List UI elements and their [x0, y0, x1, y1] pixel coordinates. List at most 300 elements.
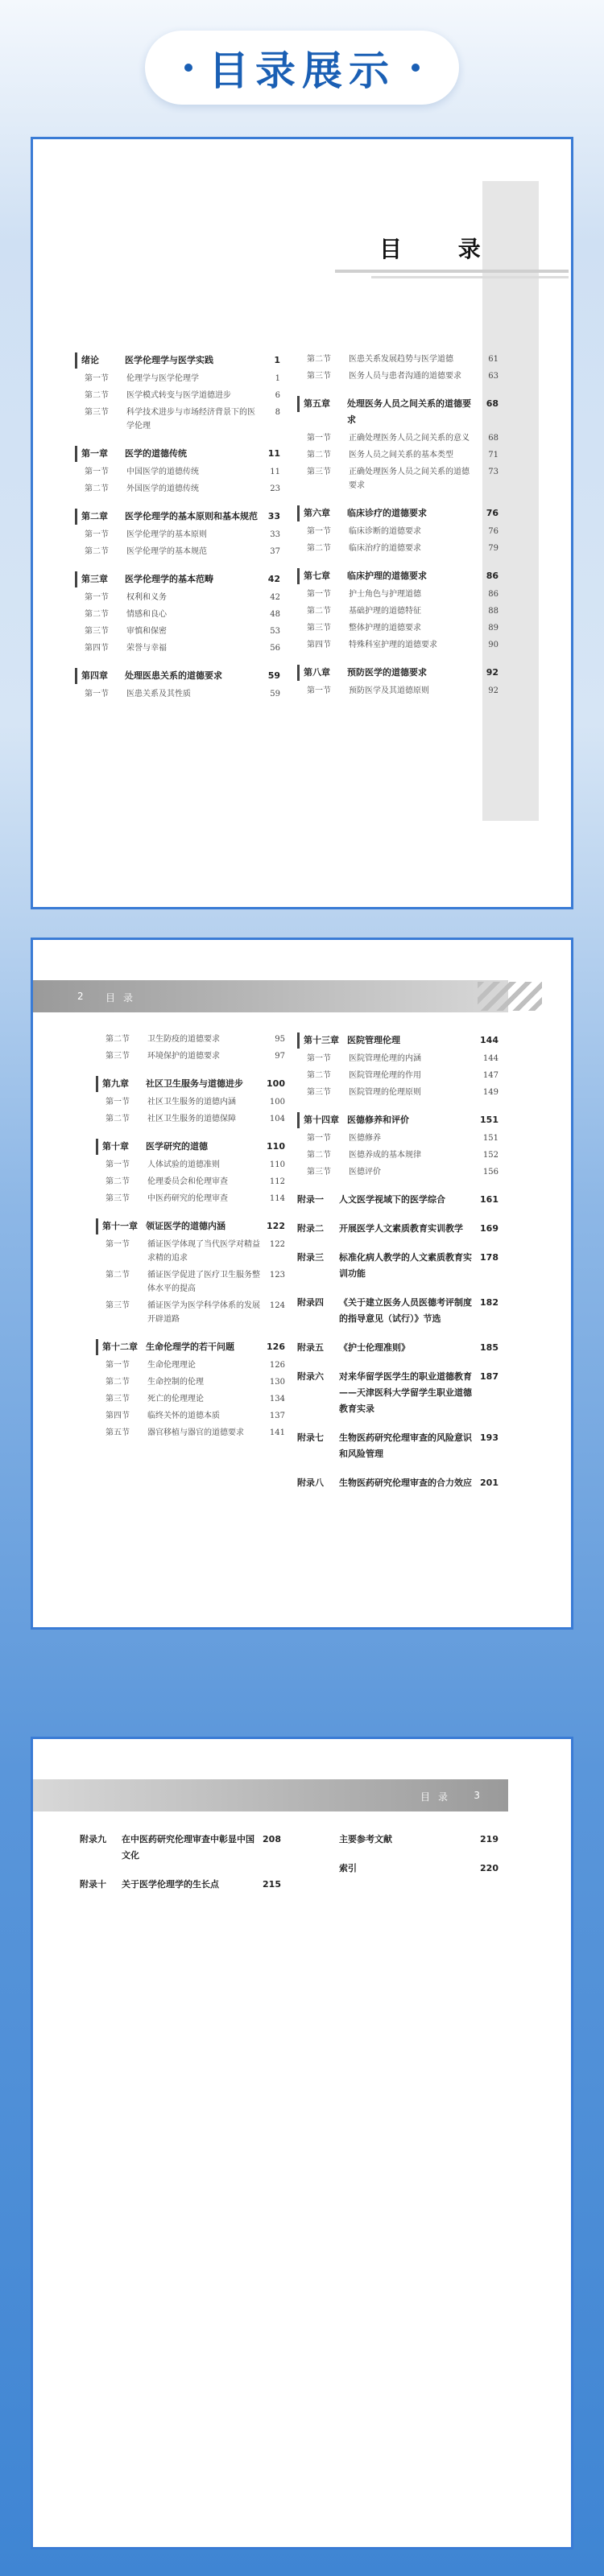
section-title: 死亡的伦理理论 [147, 1395, 204, 1403]
section-label: 第二节 [307, 355, 331, 364]
section-label: 第一节 [105, 1361, 130, 1370]
chapter-title: 医学伦理学的基本原则和基本规范 [125, 511, 258, 521]
section-row [75, 372, 280, 385]
section-page: 68 [488, 434, 499, 443]
chapter-title: 医学研究的道德 [146, 1141, 208, 1152]
section-title: 荣誉与幸福 [126, 644, 167, 653]
section-page: 79 [488, 544, 499, 553]
section-label: 第二节 [105, 1115, 130, 1123]
appendix-label [297, 1861, 339, 1877]
section-row [297, 465, 499, 493]
appendix-row [297, 1832, 499, 1848]
section-page: 112 [269, 1177, 285, 1186]
section-label: 第二节 [105, 1177, 130, 1186]
chapter-page: 122 [267, 1221, 285, 1231]
appendix-title: 索引 [339, 1863, 357, 1873]
section-title: 医患关系发展趋势与医学道德 [349, 355, 453, 364]
section-page: 88 [488, 607, 499, 616]
toc-page-3 [31, 1737, 573, 2549]
section-label: 第一节 [105, 1240, 130, 1249]
toc-column-left [96, 1032, 285, 1440]
section-page: 6 [275, 391, 280, 400]
chapter-page: 1 [274, 355, 280, 365]
appendix-label: 附录九 [80, 1834, 106, 1844]
section-title: 生命伦理理论 [147, 1361, 196, 1370]
section-label: 第一节 [105, 1160, 130, 1169]
section-label: 第二节 [105, 1035, 130, 1044]
section-row [297, 369, 499, 383]
section-title: 医务人员之间关系的基本类型 [349, 451, 453, 460]
chapter-label: 第七章 [297, 568, 347, 584]
chapter-title: 医学的道德传统 [125, 448, 187, 459]
section-label: 第一节 [85, 374, 109, 383]
section-label: 第二节 [105, 1378, 130, 1387]
appendix-title: 生物医药研究伦理审查的合力效应 [339, 1478, 472, 1488]
chapter-row [75, 446, 280, 462]
section-title: 循证医学体现了当代医学对精益求精的追求 [147, 1240, 260, 1263]
section-row [297, 525, 499, 538]
section-row [75, 482, 280, 496]
header-label: 目录 [420, 1791, 456, 1803]
section-row [75, 624, 280, 638]
appendix-label: 附录四 [297, 1297, 324, 1308]
section-page: 86 [488, 590, 499, 599]
appendix-page: 178 [480, 1252, 499, 1263]
section-row [75, 608, 280, 621]
section-label: 第一节 [85, 530, 109, 539]
chapter-title: 处理医患关系的道德要求 [125, 670, 222, 681]
chapter-label: 第五章 [297, 396, 347, 412]
section-row [96, 1299, 285, 1326]
section-label: 第三节 [105, 1395, 130, 1403]
section-page: 114 [269, 1194, 285, 1203]
section-label: 第一节 [85, 593, 109, 602]
chapter-title: 社区卫生服务与道德进步 [146, 1078, 243, 1089]
section-label: 第一节 [307, 434, 331, 443]
section-page: 1 [275, 374, 280, 383]
section-page: 137 [269, 1412, 285, 1420]
section-title: 医务人员与患者沟通的道德要求 [349, 372, 461, 381]
section-title: 医患关系及其性质 [126, 690, 191, 699]
section-title: 生命控制的伦理 [147, 1378, 204, 1387]
section-row [75, 528, 280, 542]
section-page: 53 [270, 627, 280, 636]
section-row [297, 448, 499, 462]
appendix-page: 169 [480, 1223, 499, 1234]
section-row [297, 587, 499, 601]
section-label: 第一节 [307, 1054, 331, 1063]
appendix-label [297, 1832, 339, 1848]
section-title: 临终关怀的道德本质 [147, 1412, 220, 1420]
appendix-label: 附录十 [80, 1879, 106, 1890]
chapter-page: 92 [486, 667, 499, 678]
section-title: 环境保护的道德要求 [147, 1052, 220, 1061]
section-label: 第二节 [307, 451, 331, 460]
section-row [297, 1086, 499, 1099]
section-title: 卫生防疫的道德要求 [147, 1035, 220, 1044]
appendix-page: 208 [263, 1834, 281, 1844]
toc-column-right [297, 352, 499, 698]
chapter-title: 临床护理的道德要求 [347, 571, 427, 581]
section-row [297, 621, 499, 635]
section-label: 第四节 [307, 641, 331, 649]
section-title: 循证医学为医学科学体系的发展开辟道路 [147, 1301, 260, 1324]
chapter-row [297, 665, 499, 681]
appendix-page: 220 [480, 1863, 499, 1873]
section-label: 第三节 [105, 1194, 130, 1203]
appendix-row [297, 1475, 499, 1491]
page-number: 3 [474, 1790, 480, 1801]
section-label: 第四节 [85, 644, 109, 653]
section-row [297, 1131, 499, 1145]
section-page: 149 [482, 1088, 499, 1097]
chapter-row [96, 1076, 285, 1092]
section-page: 97 [275, 1052, 285, 1061]
chapter-row [297, 1112, 499, 1128]
section-row [96, 1158, 285, 1172]
section-title: 特殊科室护理的道德要求 [349, 641, 437, 649]
section-row [75, 687, 280, 701]
appendix-row [297, 1250, 499, 1282]
chapter-row [96, 1139, 285, 1155]
section-title: 正确处理医务人员之间关系的道德要求 [349, 468, 470, 490]
section-label: 第一节 [105, 1098, 130, 1107]
section-page: 144 [482, 1054, 499, 1063]
appendix-title: 对来华留学医学生的职业道德教育——天津医科大学留学生职业道德教育实录 [339, 1371, 472, 1414]
section-title: 医德评价 [349, 1168, 381, 1177]
section-title: 临床治疗的道德要求 [349, 544, 421, 553]
section-label: 第一节 [307, 527, 331, 536]
chapter-row [297, 505, 499, 521]
section-page: 89 [488, 624, 499, 633]
section-title: 伦理委员会和伦理审查 [147, 1177, 228, 1186]
chapter-page: 42 [267, 574, 280, 584]
appendix-title: 《护士伦理准则》 [339, 1342, 410, 1353]
appendix-row [80, 1832, 281, 1864]
section-page: 11 [270, 468, 280, 476]
section-row [297, 638, 499, 652]
section-label: 第三节 [105, 1301, 130, 1310]
section-label: 第五节 [105, 1428, 130, 1437]
section-label: 第二节 [85, 547, 109, 556]
section-row [297, 1165, 499, 1179]
section-row [75, 389, 280, 402]
dot-icon [184, 64, 192, 72]
section-title: 医学模式转变与医学道德进步 [126, 391, 231, 400]
section-row [96, 1192, 285, 1206]
appendix-title: 关于医学伦理学的生长点 [122, 1879, 219, 1890]
section-row [75, 406, 280, 433]
chapter-page: 86 [486, 571, 499, 581]
section-title: 临床诊断的道德要求 [349, 527, 421, 536]
appendix-row [297, 1295, 499, 1327]
section-label: 第一节 [307, 686, 331, 695]
section-label: 第三节 [85, 408, 109, 417]
appendix-label: 附录七 [297, 1432, 324, 1443]
chapter-row [297, 1032, 499, 1049]
section-title: 权利和义务 [126, 593, 167, 602]
chapter-title: 医院管理伦理 [347, 1035, 400, 1045]
section-page: 8 [275, 408, 280, 417]
chapter-label: 第十四章 [297, 1112, 347, 1128]
section-page: 48 [270, 610, 280, 619]
header-label: 目录 [105, 992, 142, 1004]
appendix-row [80, 1877, 281, 1893]
chapter-label: 第九章 [96, 1076, 146, 1092]
chapter-page: 68 [486, 398, 499, 409]
section-page: 123 [269, 1271, 285, 1280]
section-page: 56 [270, 644, 280, 653]
section-row [297, 542, 499, 555]
appendix-page: 185 [480, 1342, 499, 1353]
toc-column-right [297, 1832, 499, 1877]
section-page: 151 [482, 1134, 499, 1143]
section-page: 156 [482, 1168, 499, 1177]
section-row [96, 1175, 285, 1189]
section-title: 人体试验的道德准则 [147, 1160, 220, 1169]
appendix-label: 附录五 [297, 1342, 324, 1353]
section-page: 152 [482, 1151, 499, 1160]
chapter-title: 临床诊疗的道德要求 [347, 508, 427, 518]
section-title: 循证医学促进了医疗卫生服务整体水平的提高 [147, 1271, 260, 1293]
section-title: 科学技术进步与市场经济背景下的医学伦理 [126, 408, 255, 431]
section-title: 社区卫生服务的道德保障 [147, 1115, 236, 1123]
section-label: 第一节 [85, 468, 109, 476]
section-title: 医德养成的基本规律 [349, 1151, 421, 1160]
section-title: 审慎和保密 [126, 627, 167, 636]
section-title: 基础护理的道德特征 [349, 607, 421, 616]
section-title: 医学伦理学的基本规范 [126, 547, 207, 556]
chapter-row [75, 668, 280, 684]
section-page: 59 [270, 690, 280, 699]
appendix-title: 在中医药研究伦理审查中彰显中国文化 [122, 1834, 254, 1861]
section-title: 社区卫生服务的道德内涵 [147, 1098, 236, 1107]
chapter-page: 126 [267, 1342, 285, 1352]
appendix-row [297, 1340, 499, 1356]
section-label: 第四节 [105, 1412, 130, 1420]
section-row [96, 1095, 285, 1109]
section-row [297, 604, 499, 618]
section-row [96, 1049, 285, 1063]
section-label: 第二节 [307, 1071, 331, 1080]
chapter-page: 144 [480, 1035, 499, 1045]
section-label: 第一节 [85, 690, 109, 699]
title-rule [371, 276, 569, 278]
section-page: 76 [488, 527, 499, 536]
section-label: 第三节 [307, 624, 331, 633]
section-title: 器官移植与器官的道德要求 [147, 1428, 244, 1437]
section-row [96, 1268, 285, 1296]
section-page: 42 [270, 593, 280, 602]
section-page: 71 [488, 451, 499, 460]
section-page: 126 [269, 1361, 285, 1370]
appendix-title: 生物医药研究伦理审查的风险意识和风险管理 [339, 1432, 472, 1459]
section-label: 第二节 [85, 391, 109, 400]
toc-page-2 [31, 938, 573, 1630]
section-title: 护士角色与护理道德 [349, 590, 421, 599]
page-header-bar [33, 980, 508, 1012]
appendix-row [297, 1430, 499, 1462]
section-row [75, 641, 280, 655]
section-label: 第二节 [85, 484, 109, 493]
appendix-row [297, 1861, 499, 1877]
appendix-title: 《关于建立医务人员医德考评制度的指导意见（试行）》节选 [339, 1297, 472, 1324]
appendix-label: 附录三 [297, 1252, 324, 1263]
section-row [297, 431, 499, 445]
page-number: 2 [77, 991, 84, 1002]
section-title: 外国医学的道德传统 [126, 484, 199, 493]
section-page: 95 [275, 1035, 285, 1044]
section-row [75, 545, 280, 558]
chapter-title: 医学伦理学的基本范畴 [125, 574, 213, 584]
chapter-label: 第八章 [297, 665, 347, 681]
title-rule [335, 270, 569, 273]
section-page: 33 [270, 530, 280, 539]
chapter-title: 生命伦理学的若干问题 [146, 1342, 234, 1352]
section-row [297, 352, 499, 366]
appendix-row [297, 1369, 499, 1417]
chapter-row [75, 352, 280, 369]
appendix-label: 附录八 [297, 1478, 324, 1488]
chapter-row [96, 1339, 285, 1355]
appendix-page: 201 [480, 1478, 499, 1488]
chapter-page: 11 [267, 448, 280, 459]
section-page: 92 [488, 686, 499, 695]
section-page: 122 [269, 1240, 285, 1249]
section-title: 医德修养 [349, 1134, 381, 1143]
section-page: 100 [269, 1098, 285, 1107]
appendix-page: 215 [263, 1879, 281, 1890]
stripes-decoration [478, 982, 542, 1011]
section-row [297, 1069, 499, 1082]
chapter-page: 100 [267, 1078, 285, 1089]
section-row [96, 1409, 285, 1423]
appendix-title: 主要参考文献 [339, 1834, 392, 1844]
chapter-page: 33 [267, 511, 280, 521]
appendix-title: 人文医学视域下的医学综合 [339, 1194, 445, 1205]
appendix-page: 193 [480, 1432, 499, 1443]
chapter-row [297, 396, 499, 428]
section-row [96, 1426, 285, 1440]
chapter-title: 医德修养和评价 [347, 1115, 409, 1125]
section-row [75, 591, 280, 604]
appendix-title: 标准化病人教学的人文素质教育实训功能 [339, 1252, 472, 1279]
section-title: 医学伦理学的基本原则 [126, 530, 207, 539]
chapter-title: 处理医务人员之间关系的道德要求 [347, 398, 471, 425]
chapter-title: 预防医学的道德要求 [347, 667, 427, 678]
chapter-title: 领证医学的道德内涵 [146, 1221, 225, 1231]
appendix-page: 219 [480, 1834, 499, 1844]
section-page: 63 [488, 372, 499, 381]
section-page: 147 [482, 1071, 499, 1080]
chapter-page: 151 [480, 1115, 499, 1125]
section-label: 第三节 [307, 1088, 331, 1097]
section-label: 第二节 [307, 544, 331, 553]
section-label: 第一节 [307, 590, 331, 599]
appendix-page: 187 [480, 1371, 499, 1382]
section-label: 第二节 [85, 610, 109, 619]
chapter-label: 第十一章 [96, 1218, 146, 1234]
section-title: 整体护理的道德要求 [349, 624, 421, 633]
appendix-row [297, 1192, 499, 1208]
section-label: 第三节 [307, 372, 331, 381]
section-title: 医院管理的伦理原则 [349, 1088, 421, 1097]
section-page: 37 [270, 547, 280, 556]
section-title: 医院管理伦理的作用 [349, 1071, 421, 1080]
chapter-row [96, 1218, 285, 1234]
section-row [96, 1238, 285, 1265]
chapter-label: 第十二章 [96, 1339, 146, 1355]
chapter-page: 76 [486, 508, 499, 518]
section-title: 中国医学的道德传统 [126, 468, 199, 476]
section-page: 23 [270, 484, 280, 493]
toc-title: 目 录 [379, 236, 505, 262]
appendix-label: 附录一 [297, 1194, 324, 1205]
section-page: 61 [488, 355, 499, 364]
section-label: 第二节 [307, 1151, 331, 1160]
section-label: 第二节 [307, 607, 331, 616]
chapter-label: 第六章 [297, 505, 347, 521]
chapter-label: 第四章 [75, 668, 125, 684]
toc-column-left [75, 352, 280, 701]
chapter-label: 第十三章 [297, 1032, 347, 1049]
section-title: 医院管理伦理的内涵 [349, 1054, 421, 1063]
section-title: 中医药研究的伦理审查 [147, 1194, 228, 1203]
section-row [96, 1112, 285, 1126]
toc-page-1 [31, 137, 573, 909]
section-page: 141 [269, 1428, 285, 1437]
dot-icon [412, 64, 420, 72]
chapter-label: 第十章 [96, 1139, 146, 1155]
section-row [96, 1358, 285, 1372]
appendix-row [297, 1221, 499, 1237]
section-page: 134 [269, 1395, 285, 1403]
section-label: 第三节 [307, 468, 331, 476]
chapter-label: 第三章 [75, 571, 125, 587]
appendix-page: 182 [480, 1297, 499, 1308]
section-label: 第三节 [85, 627, 109, 636]
section-label: 第一节 [307, 1134, 331, 1143]
section-row [96, 1375, 285, 1389]
chapter-row [75, 571, 280, 587]
appendix-label: 附录二 [297, 1223, 324, 1234]
section-page: 124 [269, 1301, 285, 1310]
chapter-row [75, 509, 280, 525]
section-label: 第三节 [307, 1168, 331, 1177]
section-page: 90 [488, 641, 499, 649]
page-header-bar [33, 1779, 508, 1811]
section-title: 预防医学及其道德原则 [349, 686, 429, 695]
chapter-page: 110 [267, 1141, 285, 1152]
chapter-title: 医学伦理学与医学实践 [125, 355, 213, 365]
chapter-page: 59 [267, 670, 280, 681]
section-row [297, 1052, 499, 1065]
chapter-label: 第二章 [75, 509, 125, 525]
section-page: 104 [269, 1115, 285, 1123]
section-row [96, 1392, 285, 1406]
section-label: 第二节 [105, 1271, 130, 1280]
chapter-label: 绪论 [75, 352, 125, 369]
appendix-title: 开展医学人文素质教育实训教学 [339, 1223, 463, 1234]
appendix-page: 161 [480, 1194, 499, 1205]
appendix-label: 附录六 [297, 1371, 324, 1382]
toc-column-right [297, 1032, 499, 1491]
header-banner [145, 31, 459, 105]
section-page: 110 [269, 1160, 285, 1169]
banner-title: 目录展示 [209, 47, 395, 94]
section-title: 正确处理医务人员之间关系的意义 [349, 434, 470, 443]
toc-column-left [80, 1832, 281, 1893]
